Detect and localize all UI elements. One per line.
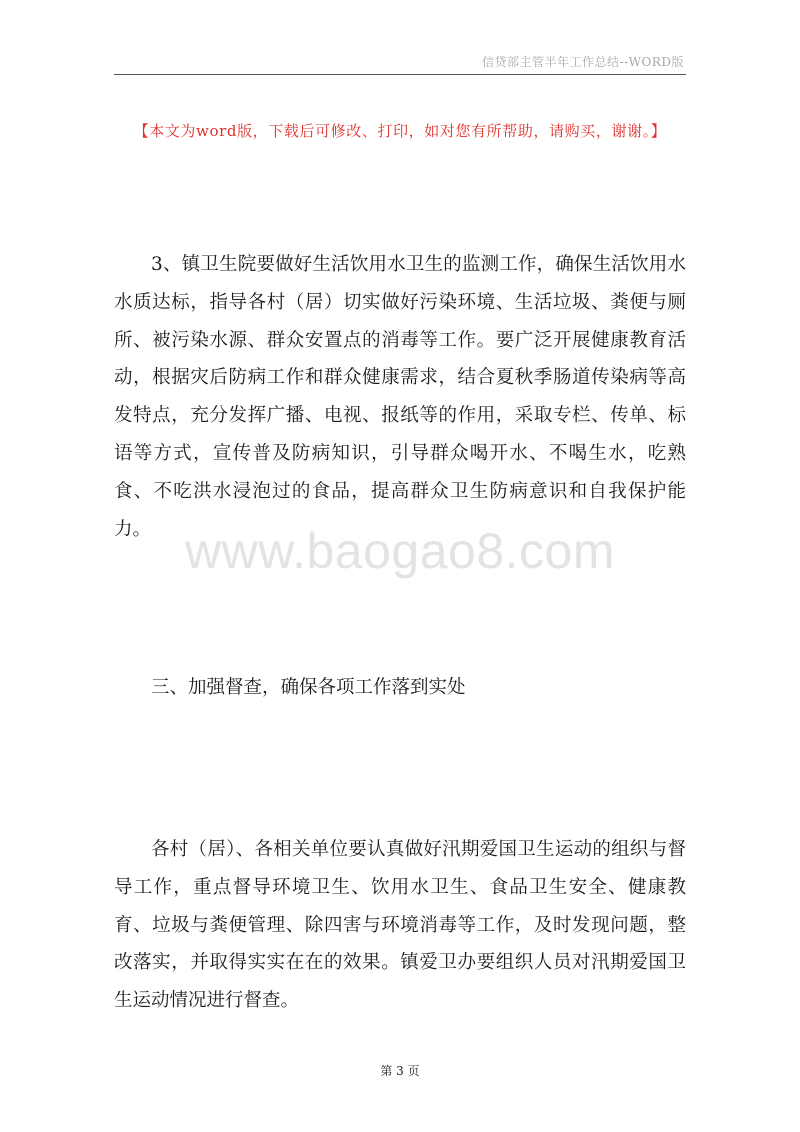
purchase-notice: 【本文为word版，下载后可修改、打印，如对您有所帮助，请购买，谢谢。】 (133, 122, 667, 140)
page-number: 第 3 页 (380, 1064, 420, 1078)
paragraph-section-3: 3、镇卫生院要做好生活饮用水卫生的监测工作，确保生活饮用水水质达标，指导各村（居）切实做好污染环境、生活垃圾、粪便与厕所、被污染水源、群众安置点的消毒等工作。要广泛开展健康教育活动，根据灾后防病工作和群众健康需求，结合夏秋季肠道传染病等高发特点，充分发挥广播、电视、报纸等的作用，采取专栏、传单、标语等方式，宣传普及防病知识，引导群众喝开水、不喝生水，吃熟食、不吃洪水浸泡过的食品，提高群众卫生防病意识和自我保护能力。 (114, 254, 686, 540)
document-header-title: 信贷部主管半年工作总结--WORD版 (482, 55, 684, 69)
paragraph-supervision: 各村（居）、各相关单位要认真做好汛期爱国卫生运动的组织与督导工作，重点督导环境卫生、饮用水卫生、食品卫生安全、健康教育、垃圾与粪便管理、除四害与环境消毒等工作，及时发现问题，整改落实，并取得实实在在的效果。镇爱卫办要组织人员对汛期爱国卫生运动情况进行督查。 (114, 839, 686, 1012)
section-heading-three: 三、加强督查，确保各项工作落到实处 (151, 677, 466, 698)
header-divider (114, 74, 686, 75)
site-watermark: www.baogao8.com (185, 523, 615, 579)
